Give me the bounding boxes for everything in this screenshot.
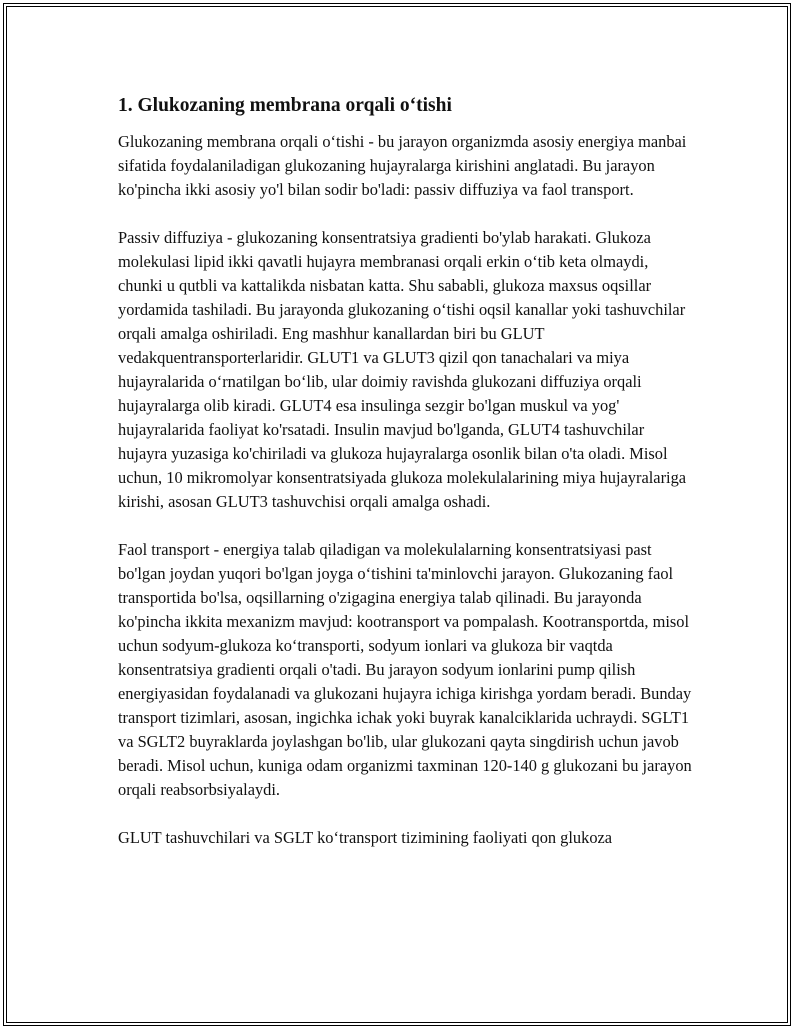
paragraph-active-transport: Faol transport - energiya talab qiladigan va molekulalarning konsentratsiyasi past bo'lgan joydan yuqori bo'lgan joyga o‘tishini ta'minlovchi jarayon. Glukozaning faol transportida bo'lsa, oqsillarning o'zigagina energiya talab qilinadi. Bu jarayonda ko'pincha ikkita mexanizm mavjud: kootransport va pompalash. Kootransportda, misol uchun sodyum-glukoza ko‘transporti, sodyum ionlari va glukoza bir vaqtda konsentratsiya gradienti orqali o'tadi. Bu jarayon sodyum ionlarini pump qilish energiyasidan foydalanadi va glukozani hujayra ichiga kirishga yordam beradi. Bunday transport tizimlari, asosan, ingichka ichak yoki buyrak kanalciklarida uchraydi. SGLT1 va SGLT2 buyraklarda joylashgan bo'lib, ular glukozani qayta singdirish uchun javob beradi. Misol uchun, kuniga odam organizmi taxminan 120-140 g glukozani bu jarayon orqali reabsorbsiyalaydi. [118, 540, 692, 799]
document-body [118, 92, 693, 874]
paragraph-passive-diffusion: Passiv diffuziya - glukozaning konsentratsiya gradienti bo'ylab harakati. Glukoza molekulasi lipid ikki qavatli hujayra membranasi orqali erkin o‘tib keta olmaydi, chunki u qutbli va kattalikda nisbatan katta. Shu sababli, glukoza maxsus oqsillar yordamida tashiladi. Bu jarayonda glukozaning o‘tishi oqsil kanallar yoki tashuvchilar orqali amalga oshiriladi. Eng mashhur kanallardan biri bu GLUT vedakquentransporterlaridir. GLUT1 va GLUT3 qizil qon tanachalari va miya hujayralarida o‘rnatilgan bo‘lib, ular doimiy ravishda glukozani diffuziya orqali hujayralarga olib kiradi. GLUT4 esa insulinga sezgir bo'lgan muskul va yog' hujayralarida faoliyat ko'rsatadi. Insulin mavjud bo'lganda, GLUT4 tashuvchilar hujayra yuzasiga ko'chiriladi va glukoza hujayralarga osonlik bilan o'ta oladi. Misol uchun, 10 mikromolyar konsentratsiyada glukoza molekulalarining miya hujayralariga kirishi, asosan GLUT3 tashuvchisi orqali amalga oshadi. [118, 228, 687, 511]
section-heading: 1. Glukozaning membrana orqali o‘tishi [118, 95, 452, 116]
paragraph-glut-sglt: GLUT tashuvchilari va SGLT ko‘transport tizimining faoliyati qon glukoza [118, 828, 613, 847]
paragraph-intro: Glukozaning membrana orqali o‘tishi - bu jarayon organizmda asosiy energiya manbai sifatida foydalaniladigan glukozaning hujayralarga kirishini anglatadi. Bu jarayon ko'pincha ikki asosiy yo'l bilan sodir bo'ladi: passiv diffuziya va faol transport. [118, 132, 687, 199]
